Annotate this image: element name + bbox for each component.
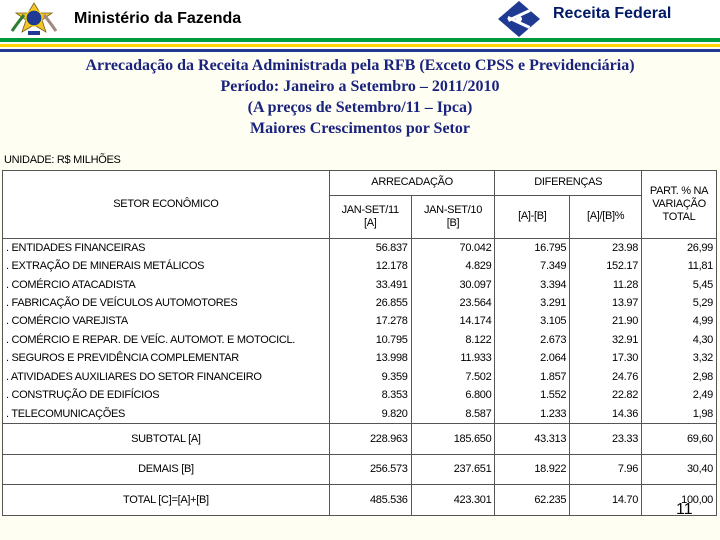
- demais-row: DEMAIS [B] 256.573 237.651 18.922 7.96 30,40: [3, 454, 717, 485]
- brazil-coat-of-arms-icon: [4, 1, 64, 37]
- revenue-table: [2, 170, 717, 516]
- header-stripes: [0, 38, 720, 52]
- table-row: . ENTIDADES FINANCEIRAS 56.837 70.042 16.795 23.98 26,99: [3, 238, 717, 257]
- header-part-variacao: PART. % NA VARIAÇÃO TOTAL: [642, 171, 717, 239]
- table-row: . FABRICAÇÃO DE VEÍCULOS AUTOMOTORES 26.855 23.564 3.291 13.97 5,29: [3, 294, 717, 312]
- header-diff-pct: [A]/[B]%: [570, 195, 642, 238]
- header-col-a: JAN-SET/11 [A]: [329, 195, 411, 238]
- table-row: . COMÉRCIO E REPAR. DE VEÍC. AUTOMOT. E MOTOCICL. 10.795 8.122 2.673 32.91 4,30: [3, 331, 717, 349]
- table-row: . ATIVIDADES AUXILIARES DO SETOR FINANCEIRO 9.359 7.502 1.857 24.76 2,98: [3, 368, 717, 386]
- title-line-1: Arrecadação da Receita Administrada pela RFB (Exceto CPSS e Previdenciária): [85, 57, 635, 74]
- slide-header: [0, 0, 720, 38]
- title-line-4: Maiores Crescimentos por Setor: [250, 120, 470, 137]
- slide-title-block: [0, 55, 720, 139]
- header-diferencas: DIFERENÇAS: [495, 171, 642, 196]
- table-row: . COMÉRCIO ATACADISTA 33.491 30.097 3.394 11.28 5,45: [3, 275, 717, 293]
- header-sector: SETOR ECONÔMICO: [3, 171, 330, 239]
- table-row: . CONSTRUÇÃO DE EDIFÍCIOS 8.353 6.800 1.552 22.82 2,49: [3, 386, 717, 404]
- title-line-2: Período: Janeiro a Setembro – 2011/2010: [220, 78, 500, 95]
- subtotal-row: SUBTOTAL [A] 228.963 185.650 43.313 23.33 69,60: [3, 423, 717, 454]
- unit-label: UNIDADE: R$ MILHÕES: [4, 154, 121, 166]
- header-arrecadacao: ARRECADAÇÃO: [329, 171, 495, 196]
- agency-name: Receita Federal: [553, 5, 672, 22]
- header-col-b: JAN-SET/10 [B]: [411, 195, 495, 238]
- title-line-3: (A preços de Setembro/11 – Ipca): [247, 99, 473, 116]
- total-row: TOTAL [C]=[A]+[B] 485.536 423.301 62.235 14.70 100,00: [3, 485, 717, 516]
- table-row: . EXTRAÇÃO DE MINERAIS METÁLICOS 12.178 4.829 7.349 152.17 11,81: [3, 257, 717, 275]
- ministry-name: Ministério da Fazenda: [74, 10, 242, 27]
- receita-federal-logo-icon: [493, 0, 545, 38]
- header-diff-abs: [A]-[B]: [495, 195, 570, 238]
- table-row: . TELECOMUNICAÇÕES 9.820 8.587 1.233 14.36 1,98: [3, 404, 717, 423]
- page-number: 11: [676, 501, 693, 518]
- table-row: . SEGUROS E PREVIDÊNCIA COMPLEMENTAR 13.998 11.933 2.064 17.30 3,32: [3, 349, 717, 367]
- table-row: . COMÉRCIO VAREJISTA 17.278 14.174 3.105 21.90 4,99: [3, 312, 717, 330]
